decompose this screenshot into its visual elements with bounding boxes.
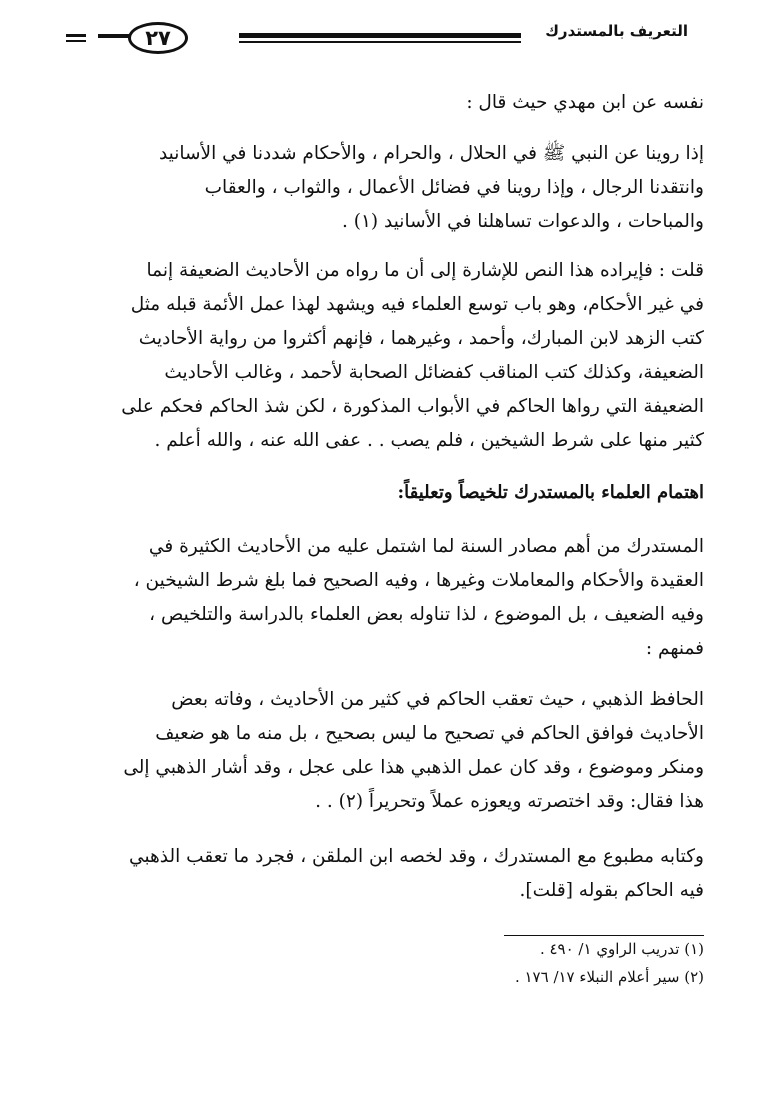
running-header-title: التعريف بالمستدرك bbox=[545, 22, 688, 40]
paragraph-comment bbox=[54, 254, 704, 458]
text-line: في غير الأحكام، وهو باب توسع العلماء فيه ويشهد لهذا عمل الأئمة قبله مثل bbox=[130, 294, 704, 315]
paragraph-dhahabi bbox=[54, 683, 704, 819]
text-line: العقيدة والأحكام والمعاملات وغيرها ، وفيه الصحيح فما بلغ شرط الشيخين ، bbox=[133, 570, 704, 591]
header-left-tip bbox=[98, 34, 132, 38]
paragraph-mustadrak bbox=[54, 530, 704, 666]
text-line: قلت : فإيراده هذا النص للإشارة إلى أن ما رواه من الأحاديث الضعيفة إنما bbox=[146, 260, 704, 281]
section-heading: اهتمام العلماء بالمستدرك تلخيصاً وتعليقاً: bbox=[397, 482, 704, 503]
footnote-1: (١) تدريب الراوي ١/ ٤٩٠ . bbox=[539, 940, 704, 958]
text-line: نفسه عن ابن مهدي حيث قال : bbox=[466, 92, 704, 113]
footnote-separator bbox=[504, 935, 704, 936]
text-line: كثير منها على شرط الشيخين ، فلم يصب . . عفى الله عنه ، والله أعلم . bbox=[154, 430, 704, 451]
text-line: والمباحات ، والدعوات تساهلنا في الأسانيد (١) . bbox=[341, 211, 704, 232]
header-rule-thin bbox=[239, 41, 521, 43]
text-line: الحافظ الذهبي ، حيث تعقب الحاكم في كثير من الأحاديث ، وفاته بعض bbox=[171, 689, 704, 710]
paragraph-book bbox=[54, 840, 704, 908]
text-line: كتب الزهد لابن المبارك، وأحمد ، وغيرهما ، فإنهم أكثروا من رواية الأحاديث bbox=[138, 328, 704, 349]
header-dash-lower bbox=[66, 40, 86, 42]
text-line: هذا فقال: وقد اختصرته ويعوزه عملاً وتحريراً (٢) . . bbox=[315, 791, 704, 812]
text-line: فيه الحاكم بقوله [قلت]. bbox=[519, 880, 704, 901]
text-line: الأحاديث فوافق الحاكم في تصحيح ما ليس بصحيح ، بل منه ما هو ضعيف bbox=[155, 723, 704, 744]
paragraph-quote bbox=[54, 137, 704, 239]
text-line: إذا روينا عن النبي ﷺ في الحلال ، والحرام ، والأحكام شددنا في الأسانيد bbox=[158, 143, 704, 164]
paragraph-intro bbox=[54, 86, 704, 120]
text-line: فمنهم : bbox=[645, 638, 704, 659]
text-line: الضعيفة التي رواها الحاكم في الأبواب المذكورة ، لكن شذ الحاكم فحكم على bbox=[121, 396, 704, 417]
header-dash bbox=[66, 34, 86, 37]
text-line: الضعيفة، وكذلك كتب المناقب كفضائل الصحابة لأحمد ، وغالب الأحاديث bbox=[164, 362, 704, 383]
text-line: وكتابه مطبوع مع المستدرك ، وقد لخصه ابن الملقن ، فجرد ما تعقب الذهبي bbox=[129, 846, 704, 867]
header-rule-thick bbox=[239, 33, 521, 38]
page-number: ٢٧ bbox=[128, 22, 188, 54]
text-line: ومنكر وموضوع ، وقد كان عمل الذهبي هذا على عجل ، وقد أشار الذهبي إلى bbox=[123, 757, 704, 778]
text-line: وانتقدنا الرجال ، وإذا روينا في فضائل الأعمال ، والثواب ، والعقاب bbox=[204, 177, 704, 198]
text-line: وفيه الضعيف ، بل الموضوع ، لذا تناوله بعض العلماء بالدراسة والتلخيص ، bbox=[149, 604, 704, 625]
text-line: المستدرك من أهم مصادر السنة لما اشتمل عليه من الأحاديث الكثيرة في bbox=[148, 536, 704, 557]
footnote-2: (٢) سير أعلام النبلاء ١٧/ ١٧٦ . bbox=[514, 968, 704, 986]
